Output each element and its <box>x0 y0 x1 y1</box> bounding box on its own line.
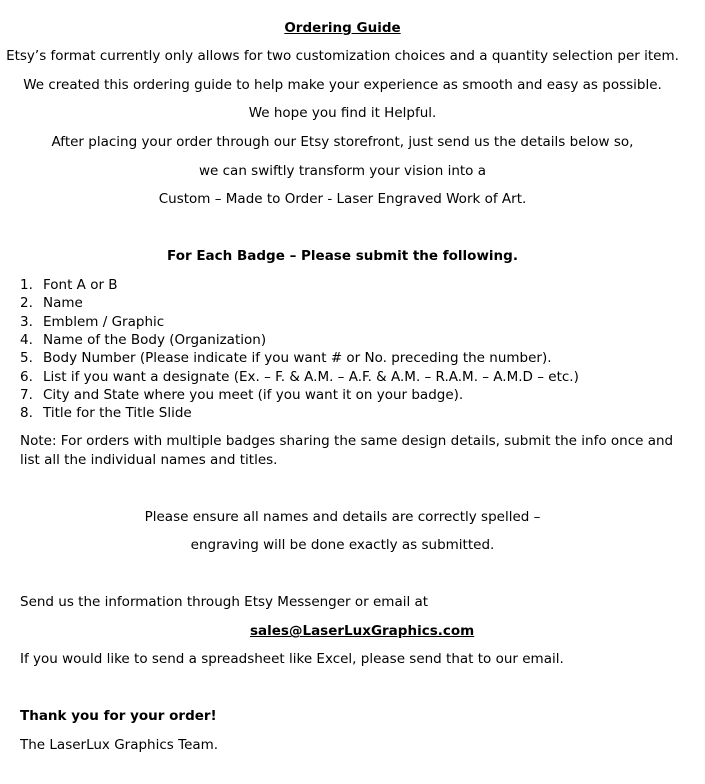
list-item <box>20 276 118 294</box>
spreadsheet-instructions: If you would like to send a spreadsheet like Excel, please send that to our email. <box>20 651 564 667</box>
intro-line-4: After placing your order through our Etsy storefront, just send us the details below so, <box>51 134 634 150</box>
intro-line-5: we can swiftly transform your vision into a <box>198 163 487 179</box>
intro-line-6: Custom – Made to Order - Laser Engraved Work of Art. <box>158 191 527 207</box>
section-heading: For Each Badge – Please submit the following. <box>167 248 518 264</box>
list-item <box>20 349 552 367</box>
list-item-text: Font A or B <box>43 277 118 293</box>
list-item-number: 1. <box>20 277 33 293</box>
list-item-text: City and State where you meet (if you want it on your badge). <box>43 387 464 403</box>
list-item <box>20 313 164 331</box>
spelling-notice-line-1: Please ensure all names and details are correctly spelled – <box>144 509 541 525</box>
list-item <box>20 331 266 349</box>
email-link[interactable]: sales@LaserLuxGraphics.com <box>250 623 475 639</box>
spelling-notice-line-2: engraving will be done exactly as submitted. <box>190 537 495 553</box>
intro-line-1: Etsy’s format currently only allows for two customization choices and a quantity selection per item. <box>6 48 679 64</box>
list-item-number: 3. <box>20 314 33 330</box>
list-item <box>20 386 463 404</box>
list-item <box>20 404 192 422</box>
intro-line-3: We hope you find it Helpful. <box>248 105 437 121</box>
list-item-text: Name of the Body (Organization) <box>43 332 267 348</box>
list-item-number: 6. <box>20 369 33 385</box>
list-item-number: 7. <box>20 387 33 403</box>
document-title: Ordering Guide <box>284 20 401 36</box>
list-item-number: 2. <box>20 295 33 311</box>
list-item-text: Emblem / Graphic <box>43 314 165 330</box>
contact-instructions: Send us the information through Etsy Messenger or email at <box>20 594 429 610</box>
list-item-text: List if you want a designate (Ex. – F. & A.M. – A.F. & A.M. – R.A.M. – A.M.D – etc.) <box>43 369 579 385</box>
list-item-text: Body Number (Please indicate if you want # or No. preceding the number). <box>43 350 552 366</box>
thank-you-message: Thank you for your order! <box>20 708 217 724</box>
list-item-text: Name <box>43 295 83 311</box>
intro-line-2: We created this ordering guide to help make your experience as smooth and easy as possible. <box>23 77 662 93</box>
list-item-number: 8. <box>20 405 33 421</box>
list-item-number: 4. <box>20 332 33 348</box>
list-item-text: Title for the Title Slide <box>43 405 192 421</box>
team-signature: The LaserLux Graphics Team. <box>20 737 219 753</box>
multiple-badges-note: Note: For orders with multiple badges sharing the same design details, submit the info once and list all the individual names and titles. <box>20 433 674 468</box>
list-item <box>20 294 83 312</box>
list-item <box>20 368 579 386</box>
list-item-number: 5. <box>20 350 33 366</box>
